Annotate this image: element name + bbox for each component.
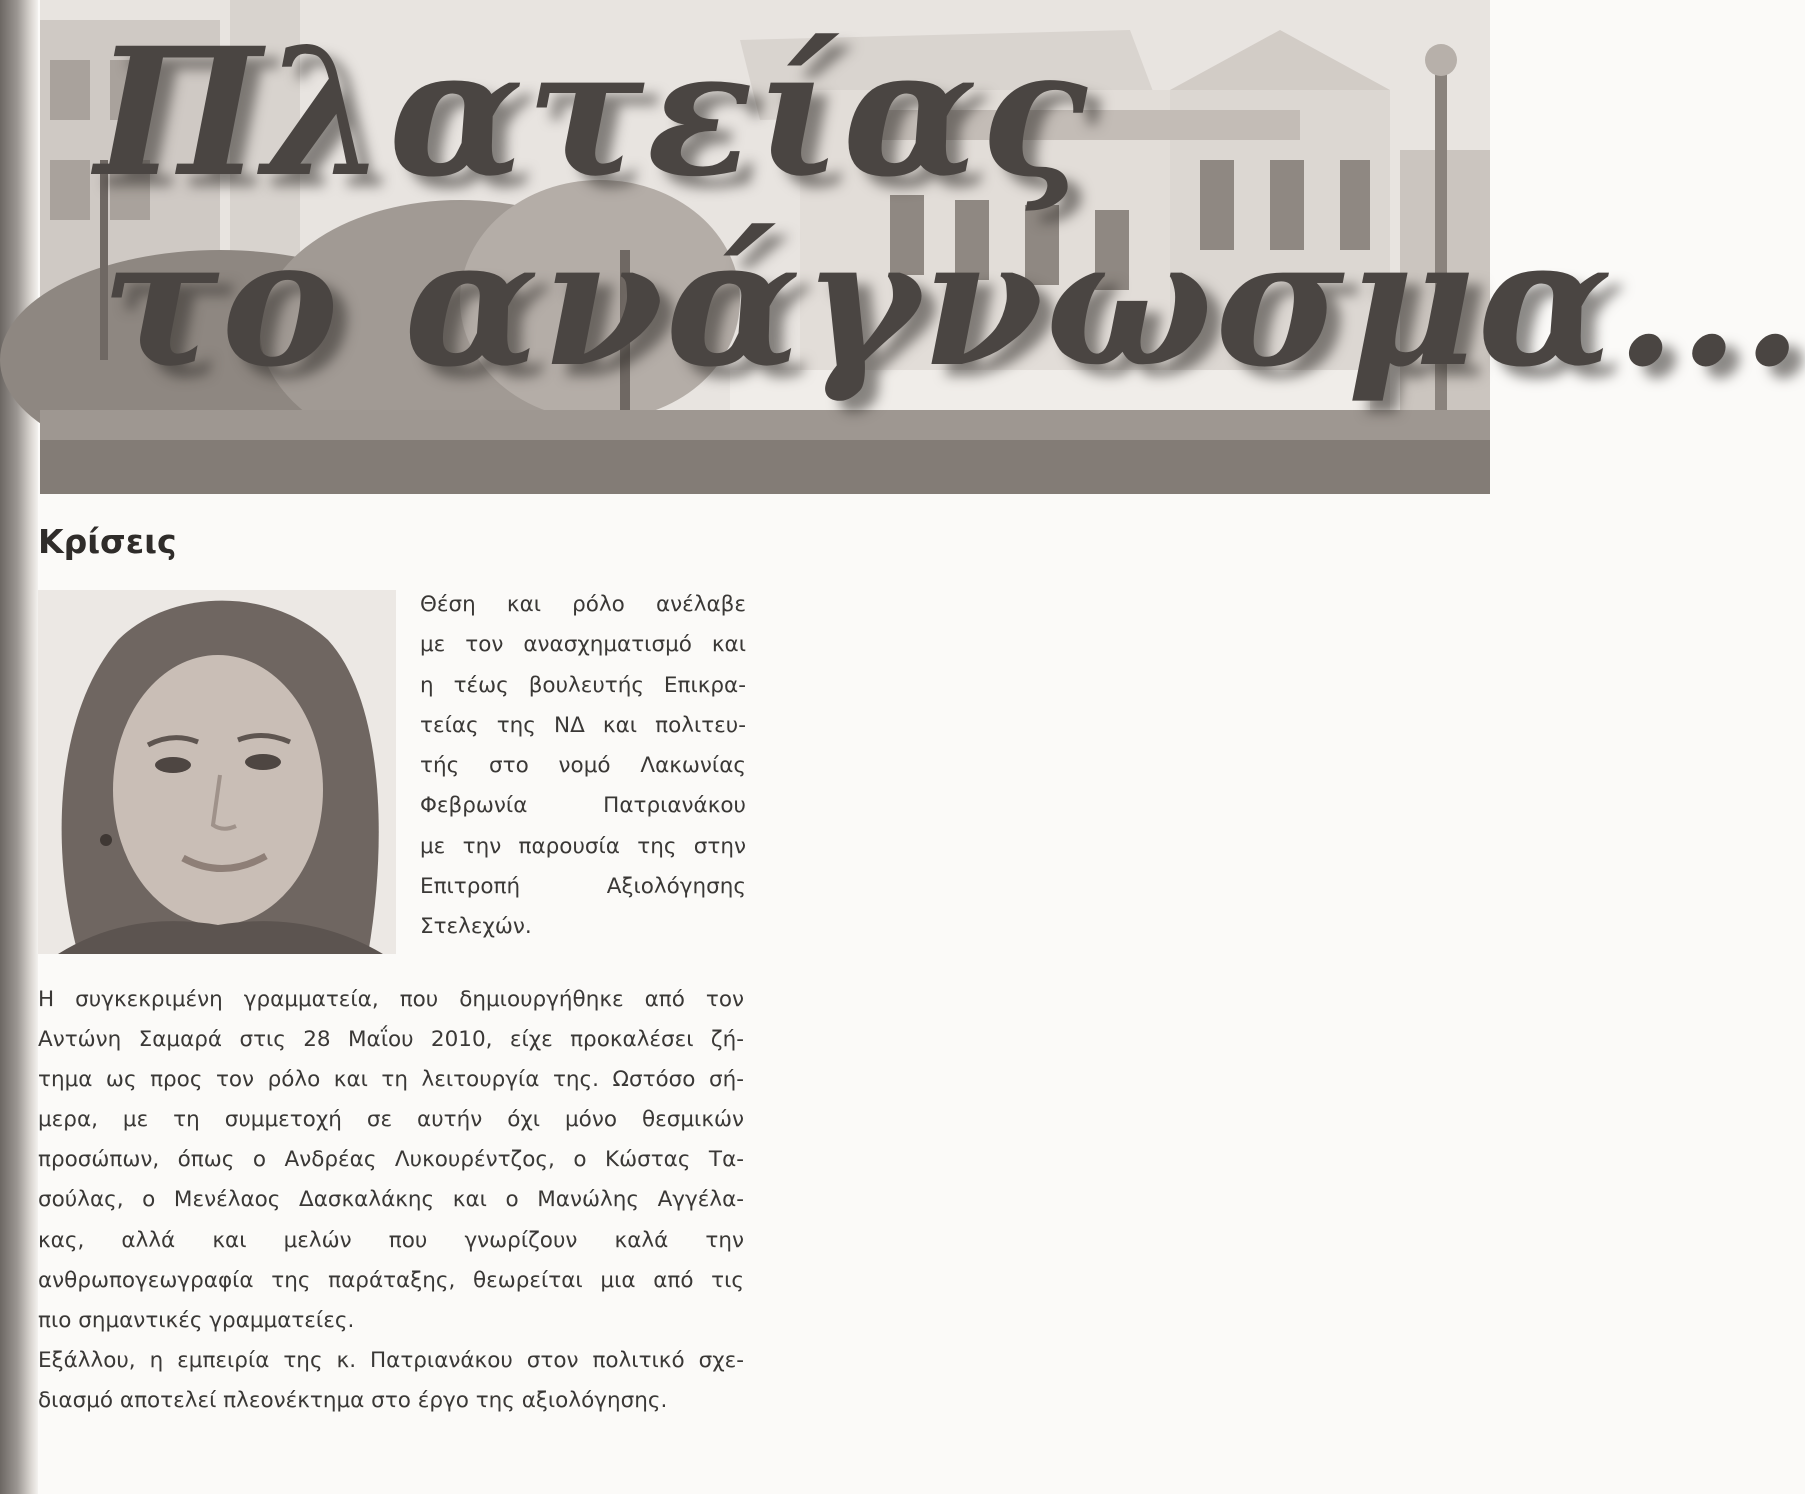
body-line: Εξάλλου, η εμπειρία της κ. Πατριανάκου στον πολιτικό σχε- [38,1347,744,1373]
article-title [95,9,1805,406]
intro-line: τής στο νομό Λακωνίας [420,753,746,779]
intro-line: η τέως βουλευτής Επικρα- [420,672,746,698]
title-line-1: Πλατείας [95,9,1090,216]
body-line: προσώπων, όπως ο Ανδρέας Λυκουρέντζος, ο Κώστας Τα- [38,1147,744,1173]
body-line: σούλας, ο Μενέλαος Δασκαλάκης και ο Μανώλης Αγγέλα- [38,1187,744,1213]
intro-line: Στελεχών. [420,914,532,940]
intro-line: με τον ανασχηματισμό και [420,632,746,658]
body-line: Αντώνη Σαμαρά στις 28 Μαΐου 2010, είχε προκαλέσει ζή- [38,1027,744,1053]
intro-line: Θέση και ρόλο ανέλαβε [420,592,746,617]
intro-line: με την παρουσία της στην [420,833,746,859]
body-line: μερα, με τη συμμετοχή σε αυτήν όχι μόνο θεσμικών [38,1107,744,1133]
body-line: Η συγκεκριμένη γραμματεία, που δημιουργήθηκε από τον [38,987,744,1012]
body-line: πιο σημαντικές γραμματείες. [38,1307,355,1333]
section-heading: Κρίσεις [38,522,177,561]
intro-line: Επιτροπή Αξιολόγησης [420,874,746,900]
body-line: ανθρωπογεωγραφία της παράταξης, θεωρείται μια από τις [38,1267,744,1293]
header-banner [40,0,1805,494]
article-body [38,980,744,1421]
title-line-2: το ανάγνωσμα... [101,199,1805,406]
body-line: κας, αλλά και μελών που γνωρίζουν καλά την [38,1227,744,1253]
body-line: διασμό αποτελεί πλεονέκτημα στο έργο της αξιολόγησης. [38,1387,668,1413]
body-line: τημα ως προς τον ρόλο και τη λειτουργία της. Ωστόσο σή- [38,1067,744,1093]
intro-text [420,585,746,948]
intro-line: τείας της ΝΔ και πολιτευ- [420,712,746,738]
scan-edge [0,0,38,1494]
intro-line: Φεβρωνία Πατριανάκου [420,793,746,819]
portrait-photo [38,590,396,954]
